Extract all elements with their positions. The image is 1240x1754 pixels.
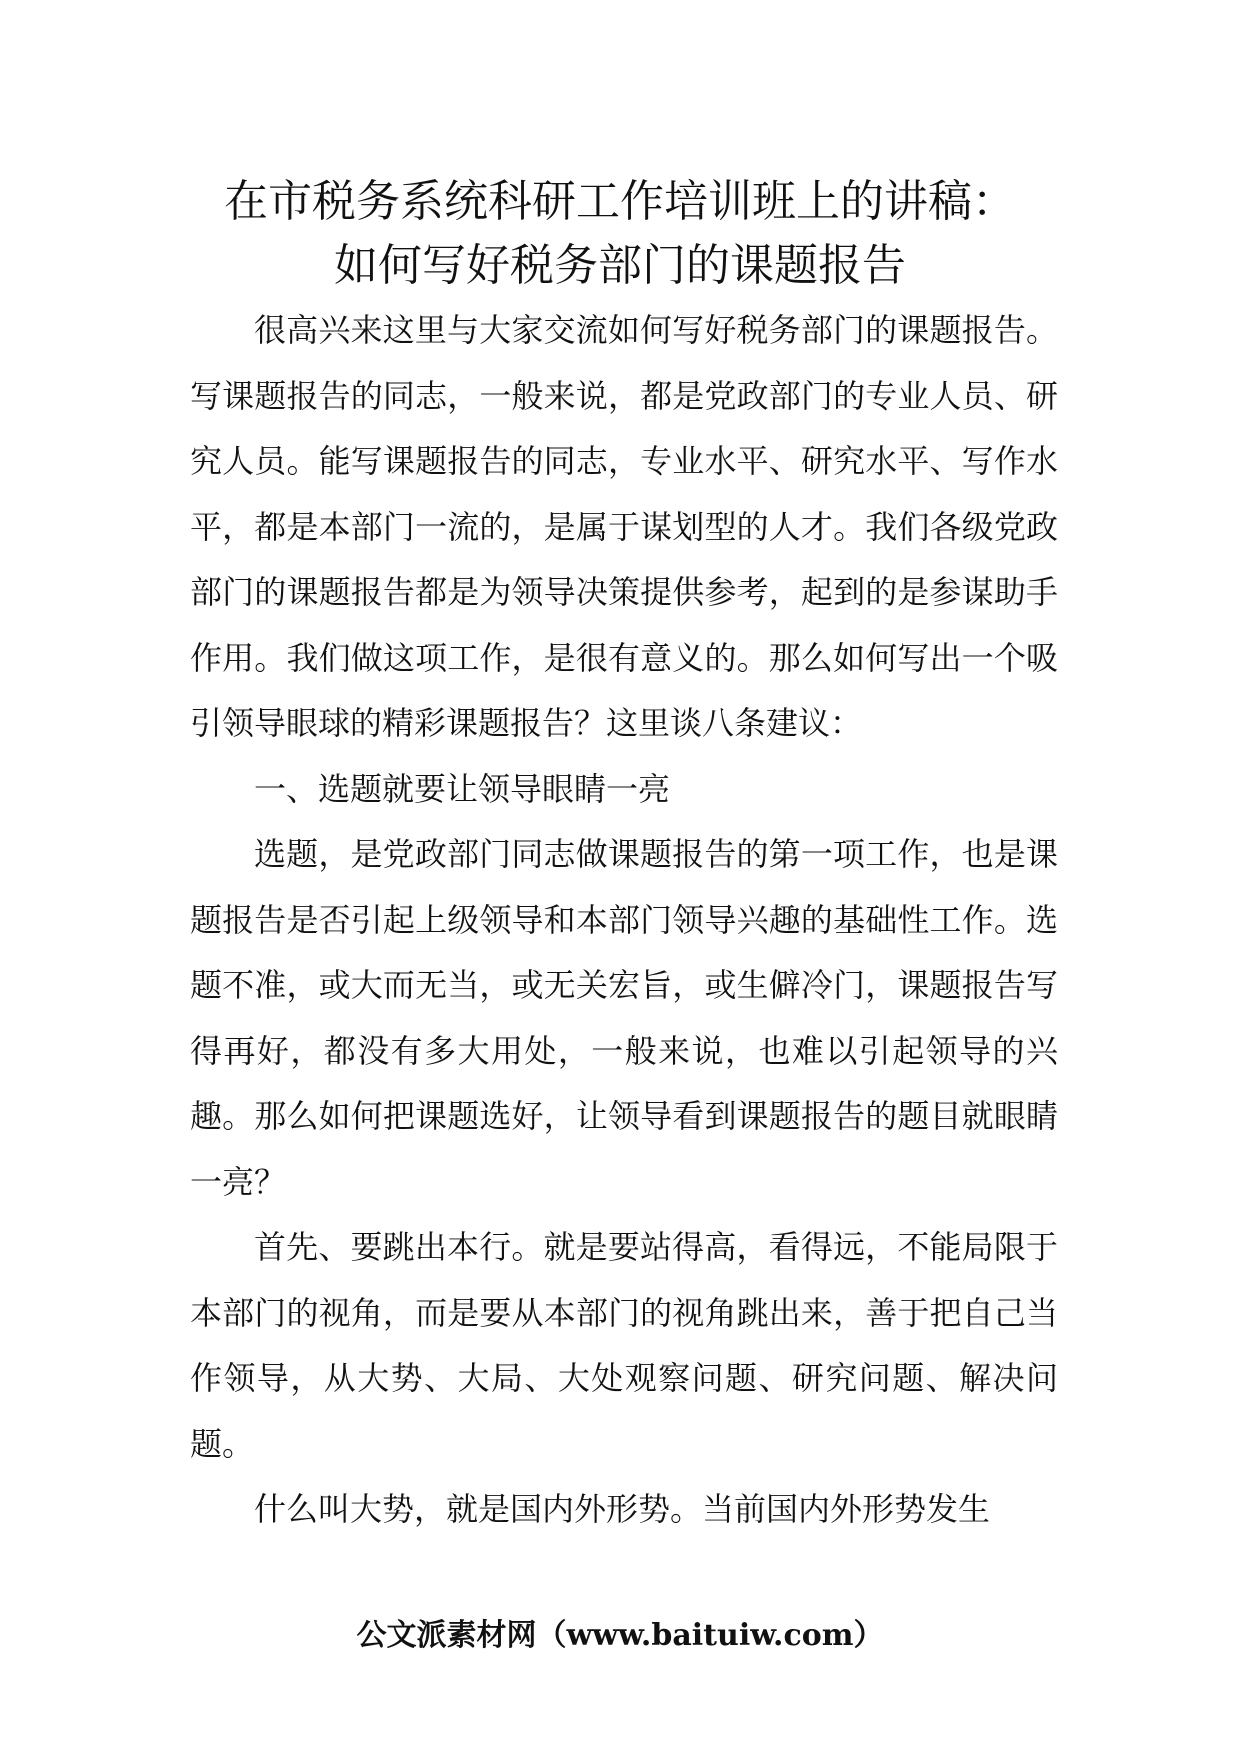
footer-watermark: 公文派素材网（www.baituiw.com）: [356, 1618, 884, 1653]
document-title-line-2: 如何写好税务部门的课题报告: [334, 240, 906, 291]
document-body: [190, 298, 1058, 1543]
document-title-line-1: 在市税务系统科研工作培训班上的讲稿：: [224, 176, 1016, 227]
paragraph-step-out: 首先、要跳出本行。就是要站得高，看得远，不能局限于本部门的视角，而是要从本部门的视角跳出来，善于把自己当作领导，从大势、大局、大处观察问题、研究问题、解决问题。: [190, 1228, 1058, 1463]
paragraph-big-trend: 什么叫大势，就是国内外形势。当前国内外形势发生: [254, 1490, 991, 1528]
paragraph-intro: 很高兴来这里与大家交流如何写好税务部门的课题报告。写课题报告的同志，一般来说，都是党政部门的专业人员、研究人员。能写课题报告的同志，专业水平、研究水平、写作水平，都是本部门一流的，是属于谋划型的人才。我们各级党政部门的课题报告都是为领导决策提供参考，起到的是参谋助手作用。我们做这项工作，是很有意义的。那么如何写出一个吸引领导眼球的精彩课题报告？这里谈八条建议：: [190, 311, 1058, 742]
section-heading-1: 一、选题就要让领导眼睛一亮: [254, 769, 671, 808]
paragraph-topic-selection: 选题，是党政部门同志做课题报告的第一项工作，也是课题报告是否引起上级领导和本部门领导兴趣的基础性工作。选题不准，或大而无当，或无关宏旨，或生僻冷门，课题报告写得再好，都没有多大用处，一般来说，也难以引起领导的兴趣。那么如何把课题选好，让领导看到课题报告的题目就眼睛一亮？: [190, 835, 1058, 1201]
